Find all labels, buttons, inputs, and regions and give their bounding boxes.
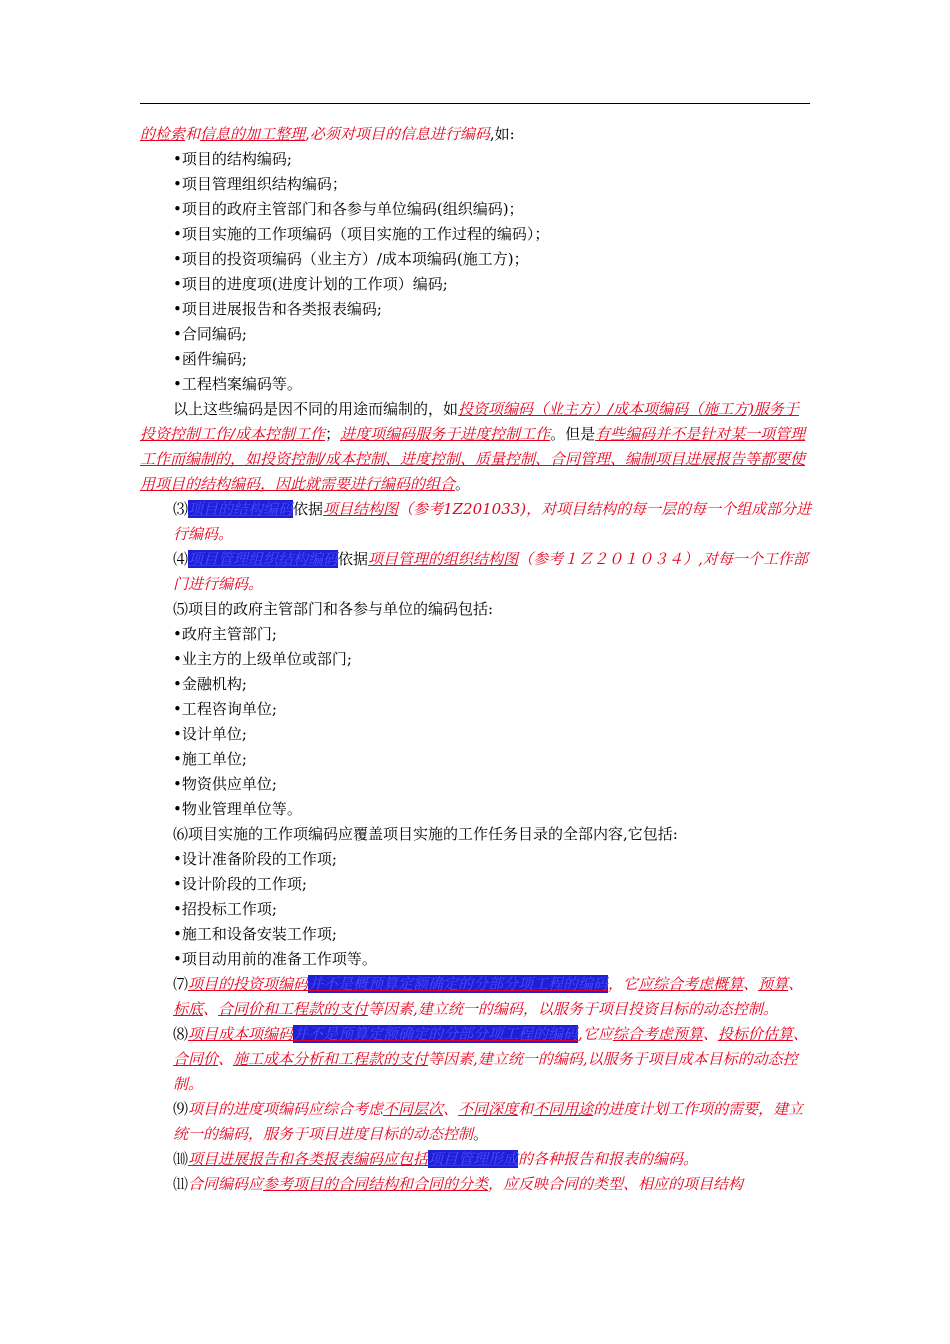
list-item: •施工单位; bbox=[173, 750, 247, 768]
list-item: •项目实施的工作项编码（项目实施的工作过程的编码）； bbox=[173, 225, 550, 243]
intro-tail: ,如: bbox=[489, 125, 515, 143]
item-text: 不同深度 bbox=[458, 1100, 519, 1118]
item-text: 合同价 bbox=[173, 1050, 219, 1068]
participant-list bbox=[140, 622, 812, 822]
item-text: 应综合考虑概算 bbox=[638, 975, 744, 993]
item-sep: 、 bbox=[443, 1100, 459, 1118]
item-text: 预算 bbox=[758, 975, 789, 993]
highlight-org-coding: 项目管理组织结构编码 bbox=[188, 550, 339, 568]
list-item: •项目动用前的准备工作项等。 bbox=[173, 950, 377, 968]
list-item: •物业管理单位等。 bbox=[173, 800, 302, 818]
intro-encoding: ,必须对项目的信息进行编码 bbox=[305, 125, 490, 143]
item-7 bbox=[140, 972, 812, 1022]
item-text: 标底 bbox=[173, 1000, 204, 1018]
usage-paragraph bbox=[140, 397, 812, 497]
item-text: ，它 bbox=[608, 975, 639, 993]
item-number: ⑾ bbox=[173, 1175, 189, 1193]
usage-sep: ； bbox=[325, 425, 341, 443]
item-text: 的各种报告和报表的编码。 bbox=[518, 1150, 699, 1168]
intro-keyword-retrieval: 的检索 bbox=[140, 125, 186, 143]
highlight-management: 项目管理形成 bbox=[428, 1150, 519, 1168]
intro-paragraph bbox=[140, 122, 812, 147]
list-item: •项目的结构编码; bbox=[173, 150, 292, 168]
item-11 bbox=[140, 1172, 812, 1197]
work-item-list bbox=[140, 847, 812, 972]
list-item: •项目的投资项编码（业主方）/成本项编码(施工方)； bbox=[173, 250, 529, 268]
item-sep: 、 bbox=[203, 1000, 219, 1018]
list-item: •项目的政府主管部门和各参与单位编码(组织编码)； bbox=[173, 200, 524, 218]
list-item: •项目进展报告和各类报表编码; bbox=[173, 300, 382, 318]
item-text: 的进度计划工作项的需要，建立统一的编码，服务于项目进度目标的动态控制 bbox=[173, 1100, 804, 1143]
item-number: ⑷ bbox=[173, 550, 189, 568]
item-text: （参考１Ｚ２０１０３４）,对每一个工作部门进行编码。 bbox=[173, 550, 808, 593]
item-text: ,它应 bbox=[578, 1025, 613, 1043]
list-item: •政府主管部门; bbox=[173, 625, 277, 643]
item-number: ⑽ bbox=[173, 1150, 189, 1168]
usage-end: 。 bbox=[455, 475, 471, 493]
item-5: ⑸项目的政府主管部门和各参与单位的编码包括: bbox=[173, 600, 494, 618]
list-item: •函件编码; bbox=[173, 350, 247, 368]
highlight-not-quota: 并不是概预算定额确定的分部分项工程的编码 bbox=[308, 975, 609, 993]
item-sep: 、 bbox=[792, 1025, 808, 1043]
list-item: •合同编码; bbox=[173, 325, 247, 343]
item-4 bbox=[140, 547, 812, 597]
item-text: （参考1Z201033)，对项目结构的每一层的每一个组成部分进行编码。 bbox=[173, 500, 812, 543]
usage-lead: 以上这些编码是因不同的用途而编制的，如 bbox=[173, 400, 459, 418]
list-item: •物资供应单位; bbox=[173, 775, 277, 793]
item-end: 。 bbox=[473, 1125, 489, 1143]
item-sep: 和 bbox=[518, 1100, 534, 1118]
intro-keyword-processing: 信息的加工整理 bbox=[200, 125, 306, 143]
item-text: 项目的投资项编码 bbox=[188, 975, 309, 993]
item-text: 依据 bbox=[338, 550, 369, 568]
usage-progress-coding: 进度项编码服务于进度控制工作 bbox=[340, 425, 551, 443]
usage-combination: 有些编码并不是针对某一项管理工作而编制的，如投资控制/成本控制、进度控制、质量控制、合同管理、编制项目进展报告等都要使用项目的结构编码，因此就需要进行编码的组合 bbox=[140, 425, 806, 493]
item-8 bbox=[140, 1022, 812, 1097]
item-text: 不同层次 bbox=[383, 1100, 444, 1118]
list-item: •设计单位; bbox=[173, 725, 247, 743]
list-item: •项目管理组织结构编码； bbox=[173, 175, 347, 193]
header-rule bbox=[140, 103, 810, 104]
coding-type-list bbox=[140, 147, 812, 397]
item-6: ⑹项目实施的工作项编码应覆盖项目实施的工作任务目录的全部内容,它包括: bbox=[173, 825, 678, 843]
item-text: ，应反映合同的类型、相应的项目结构 bbox=[488, 1175, 744, 1193]
item-text: 综合考虑预算 bbox=[612, 1025, 703, 1043]
list-item: •工程咨询单位; bbox=[173, 700, 277, 718]
item-structure-chart: 项目结构图 bbox=[323, 500, 399, 518]
highlight-not-quota: 并不是预算定额确定的分部分项工程的编码 bbox=[293, 1025, 579, 1043]
document-body bbox=[140, 122, 812, 1197]
list-item: •施工和设备安装工作项; bbox=[173, 925, 337, 943]
item-10 bbox=[140, 1147, 812, 1172]
item-number: ⑺ bbox=[173, 975, 189, 993]
item-number: ⑻ bbox=[173, 1025, 189, 1043]
item-text: 等因素,建立统一的编码，以服务于项目投资目标的动态控制。 bbox=[368, 1000, 778, 1018]
list-item: •设计准备阶段的工作项; bbox=[173, 850, 337, 868]
item-text: 项目的进度项编码应综合考虑 bbox=[188, 1100, 384, 1118]
item-sep: 、 bbox=[743, 975, 759, 993]
list-item: •设计阶段的工作项; bbox=[173, 875, 307, 893]
list-item: •金融机构; bbox=[173, 675, 247, 693]
item-text: 施工成本分析和工程款的支付 bbox=[233, 1050, 429, 1068]
list-item: •业主方的上级单位或部门; bbox=[173, 650, 352, 668]
item-text: 项目成本项编码 bbox=[188, 1025, 294, 1043]
list-item: •工程档案编码等。 bbox=[173, 375, 302, 393]
item-number: ⑼ bbox=[173, 1100, 189, 1118]
intro-and: 和 bbox=[185, 125, 201, 143]
usage-but: 。但是 bbox=[550, 425, 596, 443]
item-sep: 、 bbox=[218, 1050, 234, 1068]
item-text: 不同用途 bbox=[533, 1100, 594, 1118]
item-text: 投标价估算 bbox=[717, 1025, 793, 1043]
item-sep: 、 bbox=[788, 975, 804, 993]
item-text: 合同价和工程款的支付 bbox=[218, 1000, 369, 1018]
highlight-structure-coding: 项目的结构编码 bbox=[188, 500, 294, 518]
item-9 bbox=[140, 1097, 812, 1147]
item-text: 等因素,建立统一的编码,以服务于项目成本目标的动态控制。 bbox=[173, 1050, 798, 1093]
item-text: 合同编码应 bbox=[188, 1175, 264, 1193]
item-number: ⑶ bbox=[173, 500, 189, 518]
usage-cost-coding: 投资项编码（业主方）/成本项编码（施工方)服务于投资控制工作/成本控制工作 bbox=[140, 400, 799, 443]
list-item: •项目的进度项(进度计划的工作项）编码; bbox=[173, 275, 448, 293]
item-org-chart: 项目管理的组织结构图 bbox=[368, 550, 519, 568]
item-sep: 、 bbox=[702, 1025, 718, 1043]
item-text: 项目进展报告和各类报表编码应包括 bbox=[188, 1150, 429, 1168]
item-text: 参考项目的合同结构和合同的分类 bbox=[263, 1175, 489, 1193]
list-item: •招投标工作项; bbox=[173, 900, 277, 918]
item-text: 依据 bbox=[293, 500, 324, 518]
item-3 bbox=[140, 497, 812, 547]
